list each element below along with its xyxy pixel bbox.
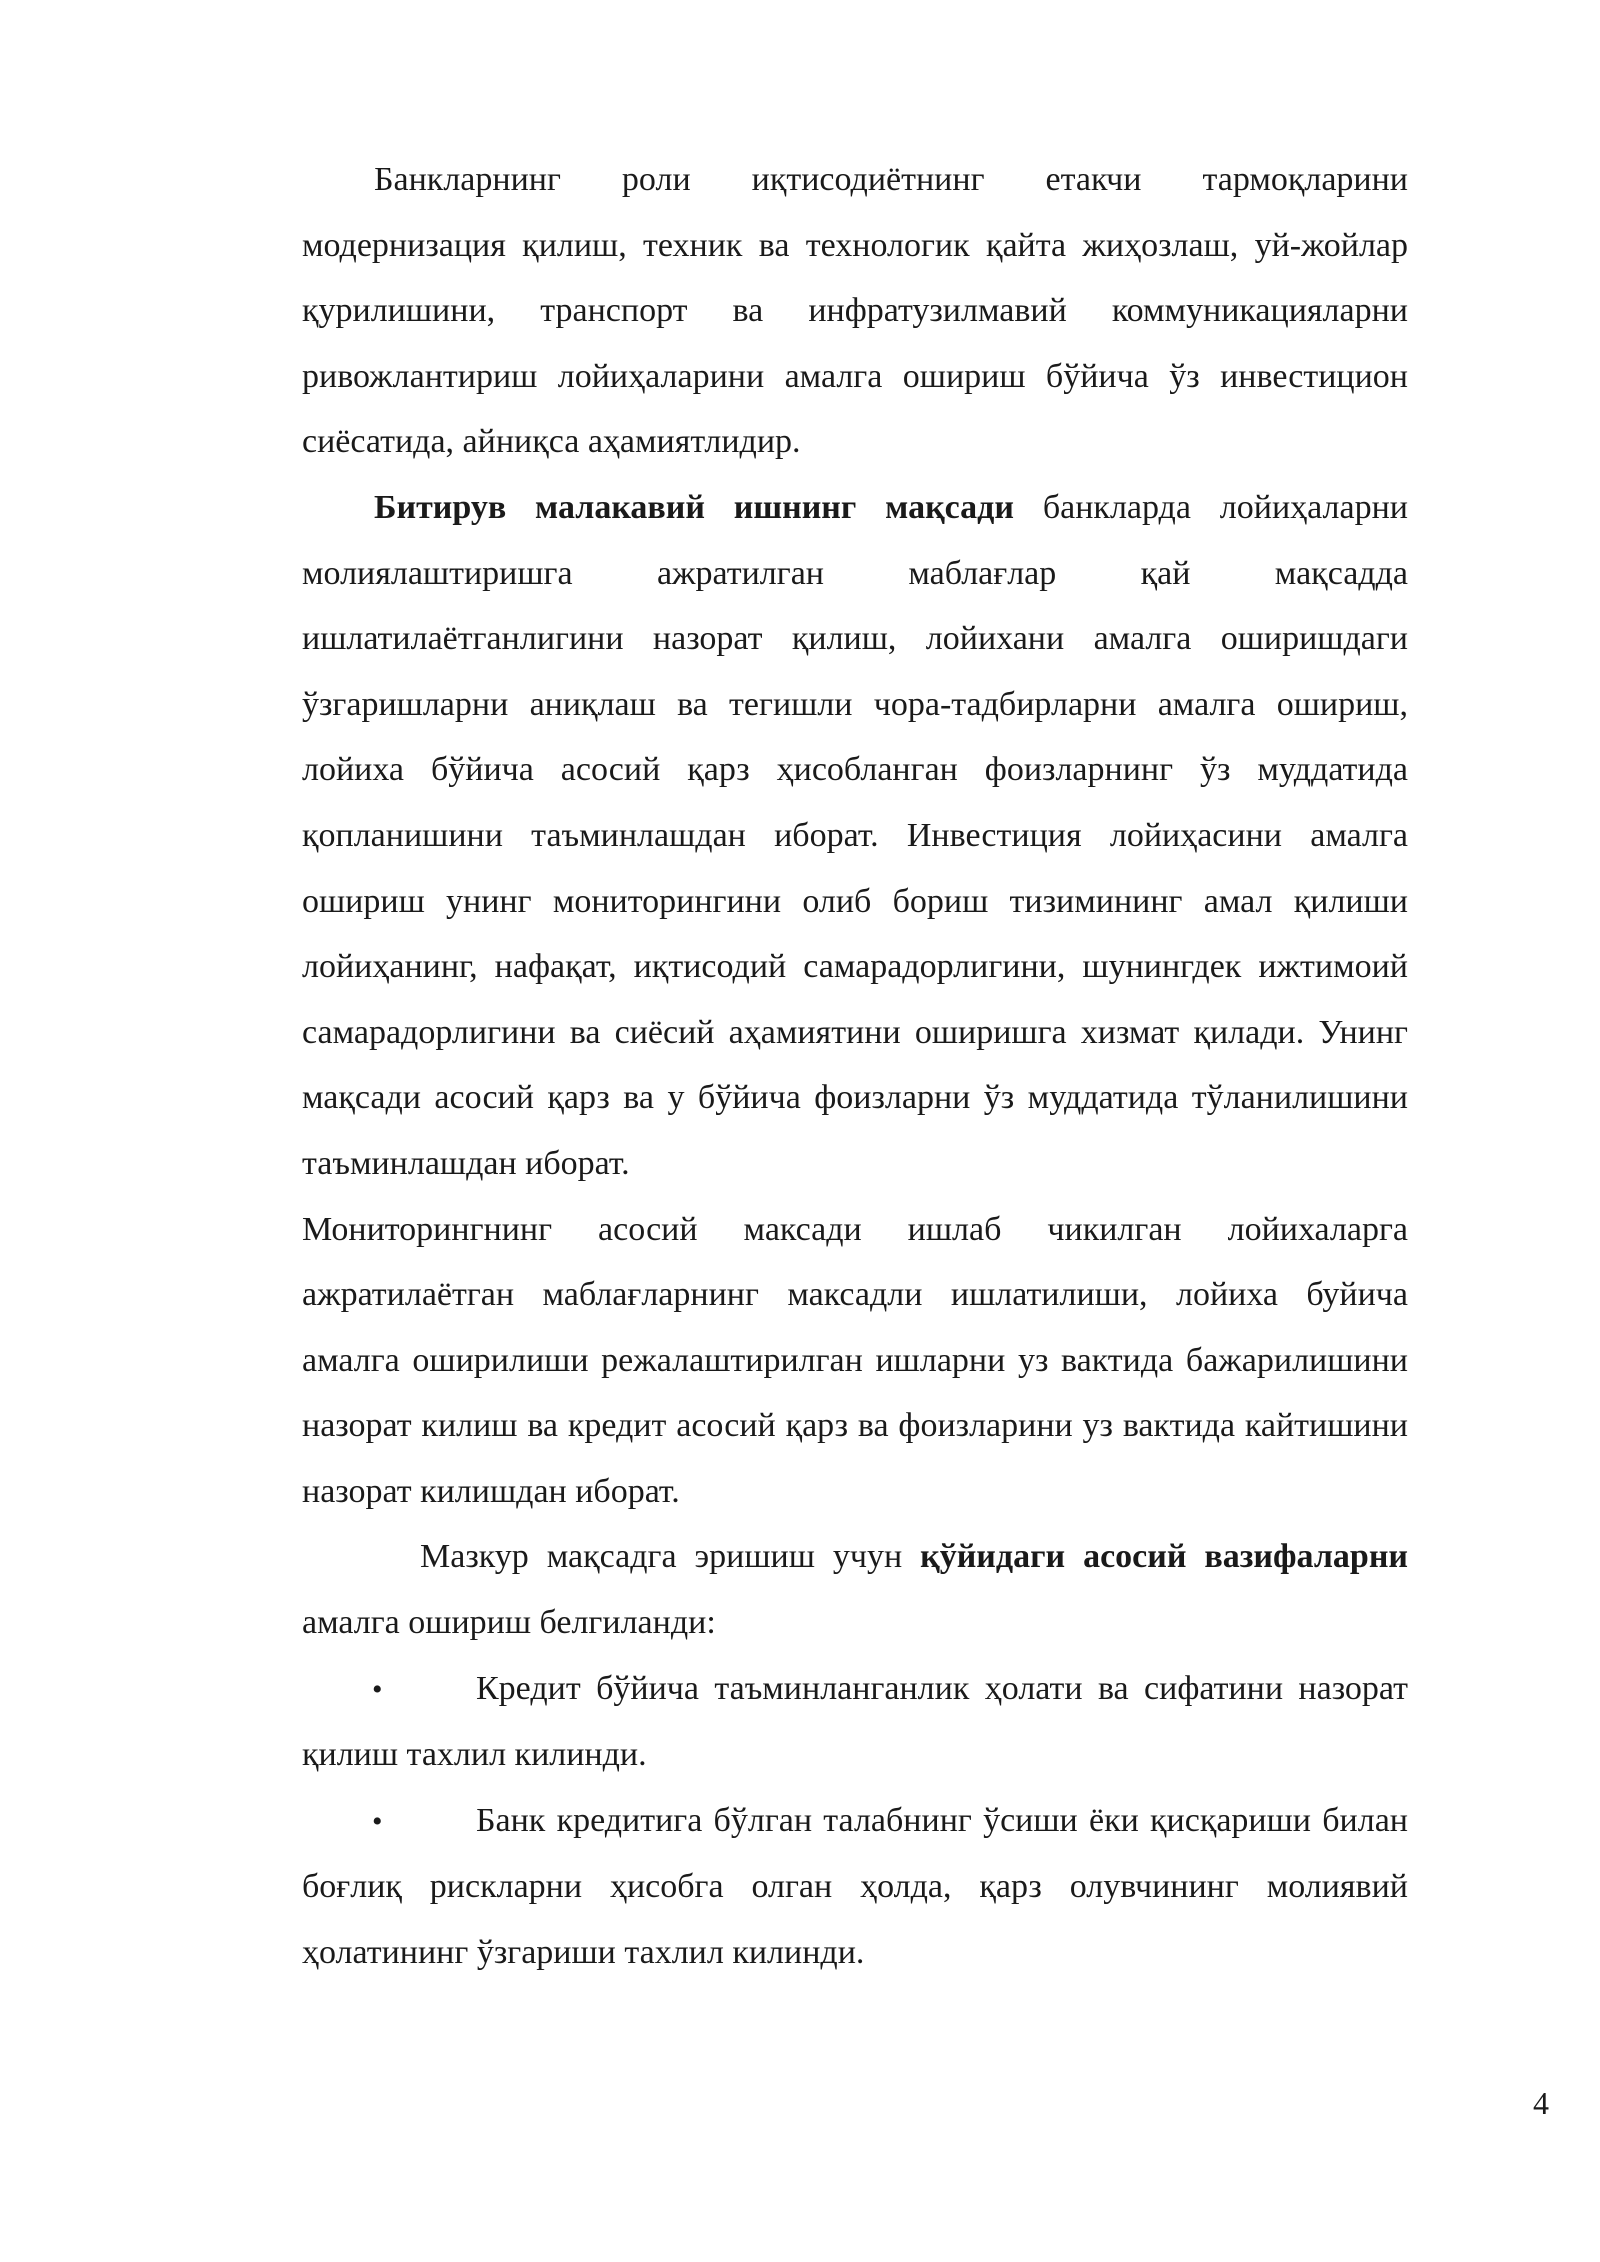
paragraph-banks-role bbox=[302, 147, 1408, 475]
paragraph-bold-phrase: қўйидаги асосий вазифаларни bbox=[920, 1538, 1408, 1576]
paragraph-text: банкларда лойиҳаларни молиялаштиришга ажратилган маблағлар қай мақсадда ишлатилаётганлигини назорат қилиш, лойихани амалга оширишдаги ўзгаришларни аниқлаш ва тегишли чора-тадбирларни амалга ошириш, лойиха бўйича асосий қарз ҳисобланган фоизларнинг ўз муддатида қопланишини таъминлашдан иборат. Инвестиция лойиҳасини амалга ошириш унинг мониторингини олиб бориш тизимининг амал қилиши лойиҳанинг, нафақат, иқтисодий самарадорлигини, шунингдек ижтимоий самарадорлигини ва сиёсий аҳамиятини оширишга хизмат қилади. Унинг мақсади асосий қарз ва у бўйича фоизларни ўз муддатида тўланилишини таъминлашдан иборат. bbox=[302, 488, 1408, 1182]
bullet-text: Кредит бўйича таъминланганлик ҳолати ва сифатини назорат қилиш тахлил килинди. bbox=[302, 1669, 1408, 1774]
bullet-text: Банк кредитига бўлган талабнинг ўсиши ёки қисқариши билан боғлиқ рискларни ҳисобга олган ҳолда, қарз олувчининг молиявий ҳолатининг ўзгариши тахлил килинди. bbox=[302, 1801, 1408, 1972]
paragraph-thesis-goal bbox=[302, 475, 1408, 1197]
paragraph-text-after: амалга ошириш белгиланди: bbox=[302, 1604, 716, 1642]
paragraph-text: Банкларнинг роли иқтисодиётнинг етакчи тармоқларини модернизация қилиш, техник ва технологик қайта жиҳозлаш, уй-жойлар қурилишини, транспорт ва инфратузилмавий коммуникацияларни ривожлантириш лойиҳаларини амалга ошириш бўйича ўз инвестицион сиёсатида, айниқса аҳамиятлидир. bbox=[302, 161, 1408, 461]
paragraph-text: Мониторингнинг асосий максади ишлаб чикилган лойихаларга ажратилаётган маблағларнинг максадли ишлатилиши, лойиха буйича амалга оширилиши режалаштирилган ишларни уз вактида бажарилишини назорат килиш ва кредит асосий қарз ва фоизларини уз вактида кайтишини назорат килишдан иборат. bbox=[302, 1210, 1408, 1510]
paragraph-text-before: Мазкур мақсадга эришиш учун bbox=[420, 1538, 921, 1576]
paragraph-monitoring-goal bbox=[302, 1197, 1408, 1525]
paragraph-tasks-intro bbox=[302, 1524, 1408, 1655]
page-number: 4 bbox=[1533, 2085, 1549, 2121]
bullet-item-borrower-finances bbox=[302, 1788, 1408, 1986]
bullet-icon: • bbox=[372, 1672, 383, 1706]
document-body bbox=[302, 147, 1408, 1986]
bullet-icon: • bbox=[372, 1804, 383, 1838]
paragraph-bold-lead: Битирув малакавий ишнинг мақсади bbox=[374, 488, 1014, 526]
bullet-item-credit-security bbox=[302, 1656, 1408, 1788]
